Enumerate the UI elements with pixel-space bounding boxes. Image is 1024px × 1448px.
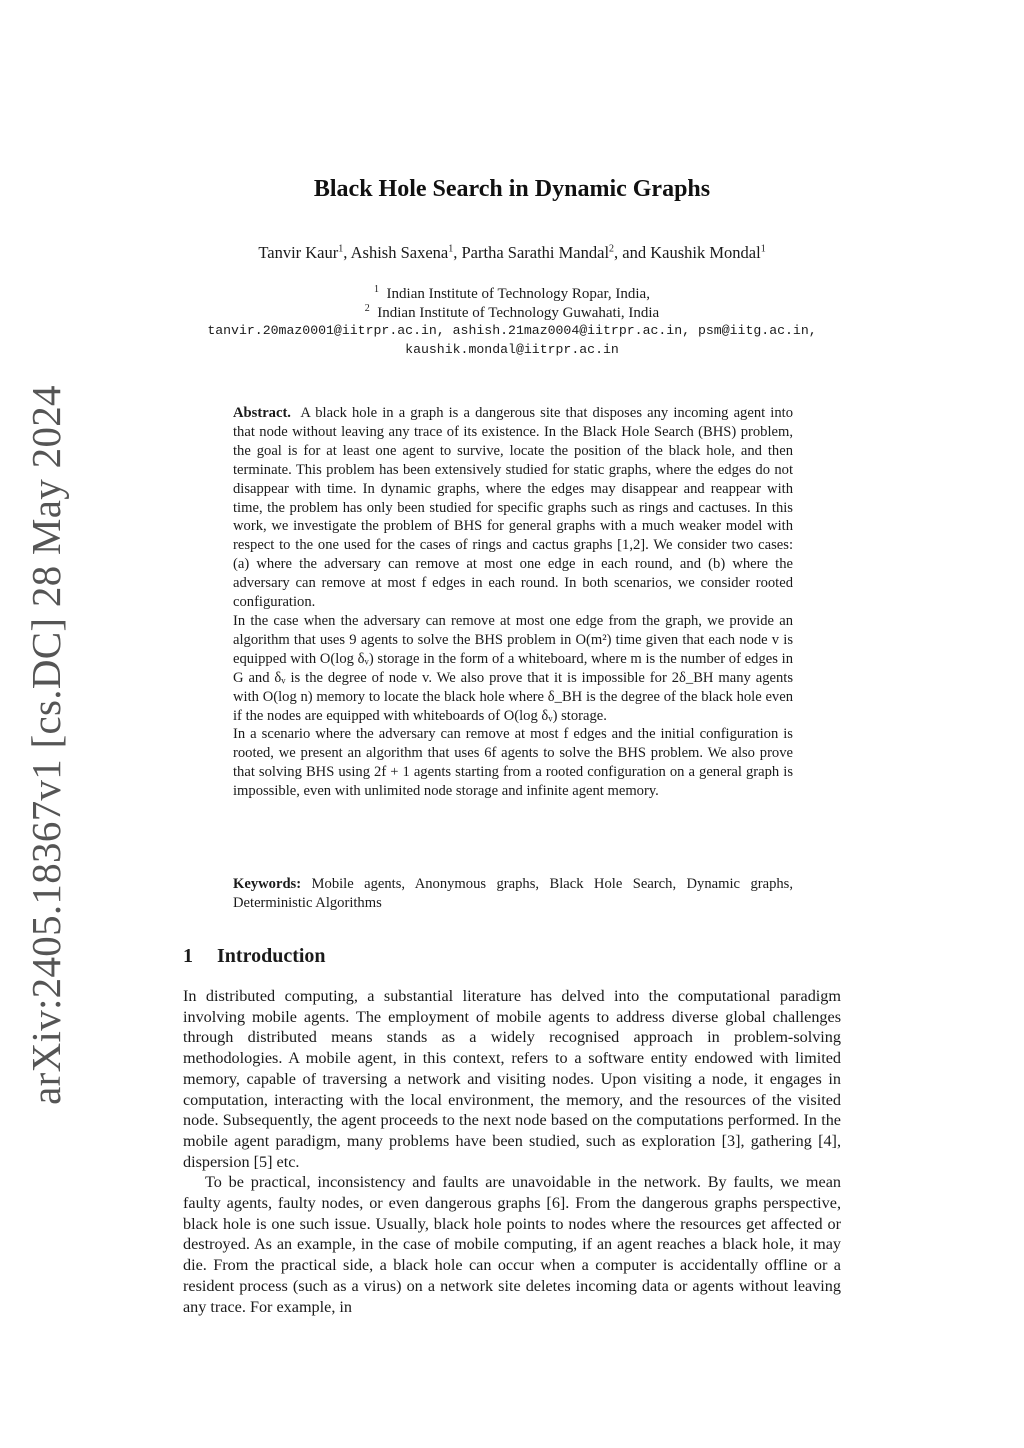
paper-title: Black Hole Search in Dynamic Graphs (313, 176, 711, 202)
author-affiliation-mark: 1 (338, 243, 344, 255)
keywords-text: Mobile agents, Anonymous graphs, Black Hole Search, Dynamic graphs, Deterministic Algorithms (233, 876, 793, 911)
abstract-paragraph (233, 404, 793, 612)
affiliation-line (183, 284, 841, 303)
author-separator: , (343, 243, 351, 262)
abstract-paragraph: In the case when the adversary can remove at most one edge from the graph, we provide an algorithm that uses 9 agents to solve the BHS problem in O(m²) time given that each node v is equipped with O(log δᵥ) storage in the form of a whiteboard, where m is the number of edges in G and δᵥ is the degree of node v. We also prove that it is impossible for 2δ_BH many agents with O(log n) memory to locate the black hole where δ_BH is the degree of the black hole even if the nodes are equipped with whiteboards of O(log δᵥ) storage. (233, 612, 793, 724)
affiliation-line (183, 303, 841, 322)
author-affiliation-mark: 2 (609, 243, 615, 255)
keywords-label: Keywords: (233, 876, 302, 892)
email-line: kaushik.mondal@iitrpr.ac.in (405, 342, 619, 357)
body-paragraph: In distributed computing, a substantial literature has delved into the computational paradigm involving mobile agents. The employment of mobile agents to address diverse global challenges through distributed means stands as a widely recognised approach in problem-solving methodologies. A mobile agent, in this context, refers to a software entity endowed with limited memory, capable of traversing a network and visiting nodes. Upon visiting a node, it engages in computation, interacting with the local environment, the memory, and the resources of the visited node. Subsequently, the agent proceeds to the next node based on the computations performed. In the mobile agent paradigm, many problems have been studied, such as exploration [3], gathering [4], dispersion [5] etc. (183, 987, 841, 1171)
abstract (233, 404, 793, 801)
author-separator: , (453, 243, 462, 262)
body-paragraph: To be practical, inconsistency and faults are unavoidable in the network. By faults, we mean faulty agents, faulty nodes, or even dangerous graphs [6]. From the dangerous graphs perspective, black hole is one such issue. Usually, black hole points to nodes where the resources get affected or destroyed. As an example, in the case of mobile computing, if an agent reaches a black hole, it may die. From the practical side, a black hole can occur when a computer is accidentally offline or a resident process (such as a virus) on a network site deletes incoming data or agents without leaving any trace. For example, in (183, 1173, 841, 1316)
section-title: Introduction (217, 945, 326, 967)
keywords (233, 875, 793, 913)
section-number: 1 (183, 945, 193, 967)
email-line: tanvir.20maz0001@iitrpr.ac.in, ashish.21maz0004@iitrpr.ac.in, psm@iitg.ac.in, (207, 323, 817, 338)
affiliation-text: Indian Institute of Technology Guwahati, India (377, 305, 660, 321)
affiliation-number: 1 (374, 284, 380, 295)
author-separator: , and (614, 243, 651, 262)
author-name: Partha Sarathi Mandal (461, 243, 610, 262)
author-affiliation-mark: 1 (760, 243, 766, 255)
section-heading (183, 945, 326, 968)
abstract-label: Abstract. (233, 405, 291, 421)
author-list (183, 243, 841, 263)
author-name: Kaushik Mondal (650, 243, 761, 262)
arxiv-identifier-stamp: arXiv:2405.18367v1 [cs.DC] 28 May 2024 (23, 385, 69, 1105)
abstract-paragraph: In a scenario where the adversary can remove at most f edges and the initial configuration is rooted, we present an algorithm that uses 6f agents to solve the BHS problem. We also prove that solving BHS using 2f + 1 agents starting from a rooted configuration on a general graph is impossible, even with unlimited node storage and infinite agent memory. (233, 726, 793, 800)
author-affiliation-mark: 1 (448, 243, 454, 255)
introduction-body (183, 986, 841, 1317)
abstract-text: A black hole in a graph is a dangerous site that disposes any incoming agent into that node without leaving any trace of its existence. In the Black Hole Search (BHS) problem, the goal is for at least one agent to survive, locate the position of the black hole, and then terminate. This problem has been extensively studied for static graphs, where the edges do not disappear with time. In dynamic graphs, where the edges may disappear and reappear with time, the problem has only been studied for specific graphs such as rings and cactuses. In this work, we investigate the problem of BHS for general graphs with a much weaker model with respect to the one used for the cases of rings and cactus graphs [1,2]. We consider two cases: (a) where the adversary can remove at most one edge in each round, and (b) where the adversary can remove at most f edges in each round. In both scenarios, we consider rooted configuration. (233, 405, 793, 611)
affiliation-number: 2 (364, 303, 370, 314)
affiliation-text: Indian Institute of Technology Ropar, India, (386, 286, 650, 302)
author-name: Tanvir Kaur (258, 243, 339, 262)
author-name: Ashish Saxena (350, 243, 449, 262)
